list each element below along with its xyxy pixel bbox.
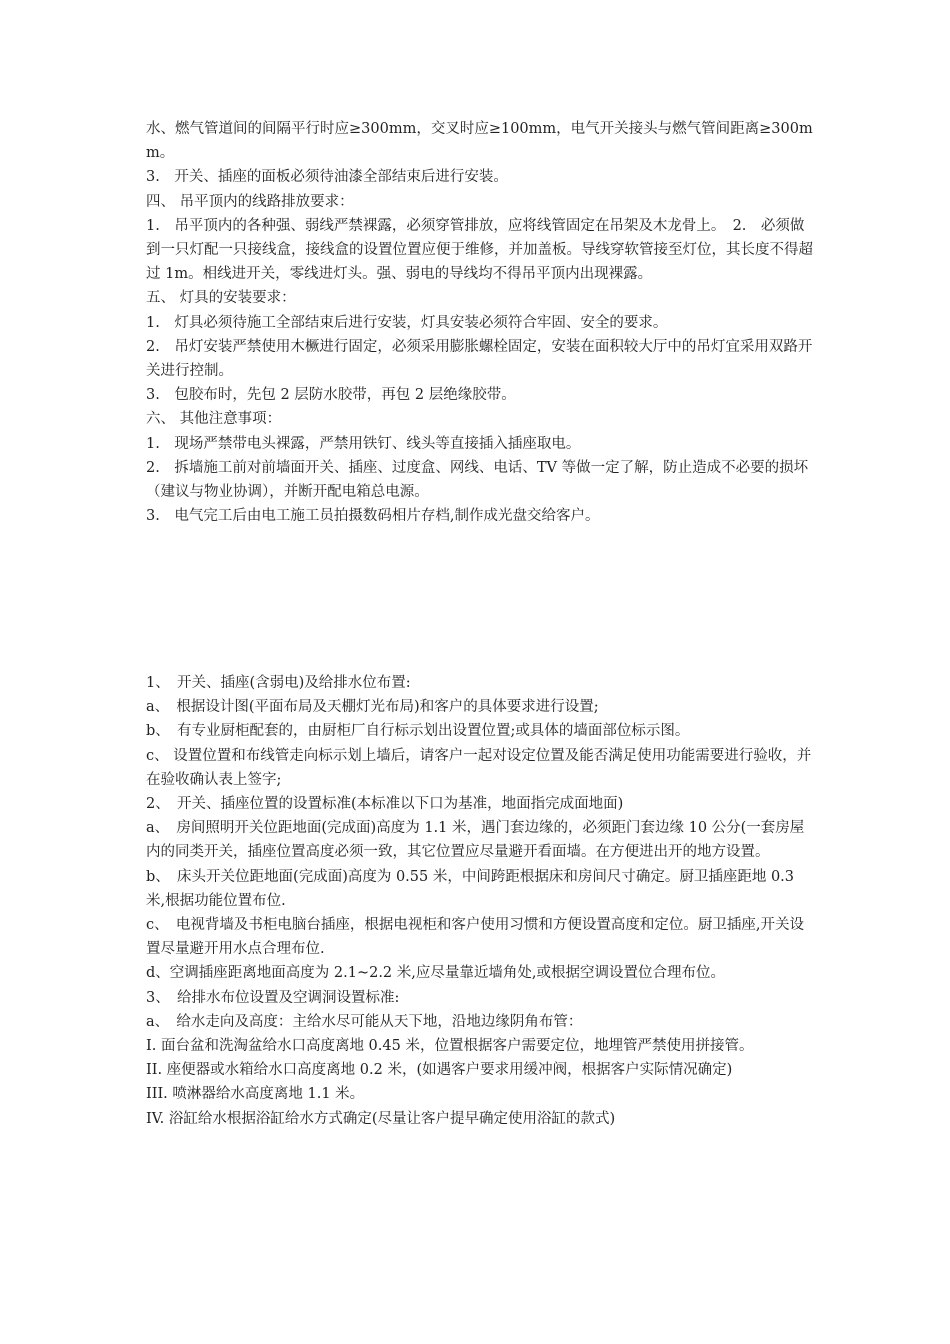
- paragraph: 2. 拆墙施工前对前墙面开关、插座、过度盒、网线、电话、TV 等做一定了解，防止造成不必要的损坏（建议与物业协调），并断开配电箱总电源。: [146, 459, 809, 501]
- paragraph: 水、燃气管道间的间隔平行时应≥300mm，交叉时应≥100mm，电气开关接头与燃气管间距离≥300mm。: [146, 121, 813, 162]
- paragraph: a、 给水走向及高度：主给水尽可能从天下地，沿地边缘阴角布管：: [146, 1013, 583, 1030]
- paragraph: d、空调插座距离地面高度为 2.1~2.2 米,应尽量靠近墙角处,或根据空调设置位合理布位。: [146, 965, 725, 982]
- heading: 四、 吊平顶内的线路排放要求：: [146, 193, 354, 210]
- paragraph: 3. 开关、插座的面板必须待油漆全部结束后进行安装。: [146, 169, 508, 186]
- paragraph: I. 面台盆和洗淘盆给水口高度离地 0.45 米，位置根据客户需要定位，地埋管严禁使用拼接管。: [146, 1038, 754, 1055]
- heading: 五、 灯具的安装要求：: [146, 290, 296, 307]
- paragraph: c、 电视背墙及书柜电脑台插座，根据电视柜和客户使用习惯和方便设置高度和定位。厨卫插座,开关设置尽量避开用水点合理布位.: [146, 917, 804, 958]
- paragraph: II. 座便器或水箱给水口高度离地 0.2 米，(如遇客户要求用缓冲阀，根据客户实际情况确定): [146, 1062, 733, 1079]
- electrical-guidelines-section: [146, 117, 816, 528]
- paragraph: a、 根据设计图(平面布局及天棚灯光布局)和客户的具体要求进行设置;: [146, 699, 599, 716]
- paragraph: a、 房间照明开关位距地面(完成面)高度为 1.1 米，遇门套边缘的，必须距门套边缘 10 公分(一套房屋内的同类开关，插座位置高度必须一致，其它位置应尽量避开看面墙。在方便进出开的地方设置。: [146, 820, 805, 861]
- paragraph: 2. 吊灯安装严禁使用木橛进行固定，必须采用膨胀螺栓固定，安装在面积较大厅中的吊灯宜采用双路开关进行控制。: [146, 338, 813, 380]
- heading: 2、 开关、插座位置的设置标准(本标准以下口为基准，地面指完成面地面): [146, 796, 624, 813]
- paragraph: c、 设置位置和布线管走向标示划上墙后，请客户一起对设定位置及能否满足使用功能需要进行验收，并在验收确认表上签字;: [146, 747, 812, 788]
- paragraph: 3. 电气完工后由电工施工员拍摄数码相片存档,制作成光盘交给客户。: [146, 508, 600, 525]
- paragraph: III. 喷淋器给水高度离地 1.1 米。: [146, 1086, 365, 1103]
- paragraph: 1. 吊平顶内的各种强、弱线严禁裸露，必须穿管排放，应将线管固定在吊架及木龙骨上。 2. 必须做到一只灯配一只接线盒，接线盒的设置位置应便于维修，并加盖板。导线穿软管接至灯位，其长度不得超过 1m。相线进开关，零线进灯头。强、弱电的导线均不得吊平顶内出现裸露。: [146, 217, 813, 283]
- paragraph: b、 床头开关位距地面(完成面)高度为 0.55 米，中间跨距根据床和房间尺寸确定。厨卫插座距地 0.3 米,根据功能位置布位.: [146, 868, 795, 909]
- paragraph: IV. 浴缸给水根据浴缸给水方式确定(尽量让客户提早确定使用浴缸的款式): [146, 1110, 616, 1127]
- paragraph: 3. 包胶布时，先包 2 层防水胶带，再包 2 层绝缘胶带。: [146, 387, 516, 404]
- heading: 3、 给排水布位设置及空调洞设置标准:: [146, 989, 400, 1006]
- heading: 1、 开关、插座(含弱电)及给排水位布置:: [146, 675, 411, 691]
- layout-standards-section: [146, 671, 816, 1131]
- paragraph: 1. 现场严禁带电头裸露，严禁用铁钉、线头等直接插入插座取电。: [146, 435, 581, 452]
- paragraph: 1. 灯具必须待施工全部结束后进行安装，灯具安装必须符合牢固、安全的要求。: [146, 314, 668, 331]
- paragraph: b、 有专业厨柜配套的，由厨柜厂自行标示划出设置位置;或具体的墙面部位标示图。: [146, 723, 690, 740]
- heading: 六、 其他注意事项：: [146, 411, 282, 428]
